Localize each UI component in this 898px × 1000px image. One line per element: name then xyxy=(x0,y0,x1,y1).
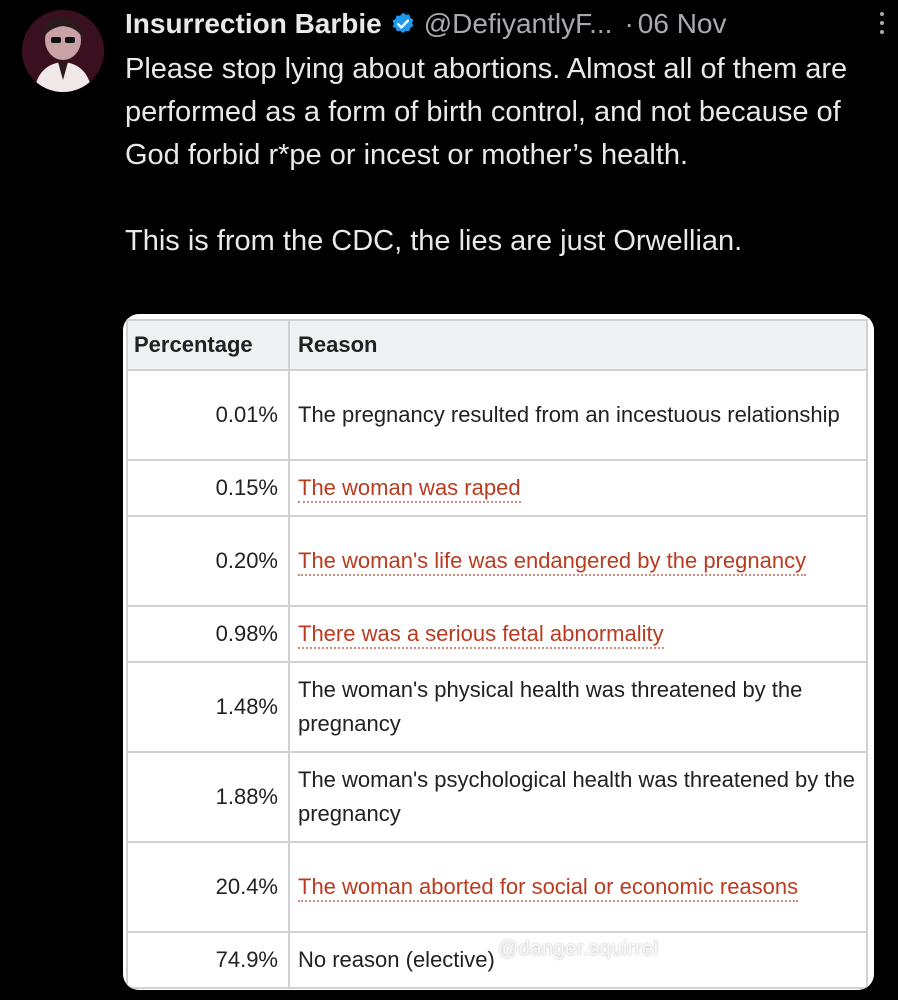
table-row xyxy=(127,460,867,516)
more-options-icon[interactable] xyxy=(872,8,892,38)
row-reason xyxy=(289,842,867,932)
row-percentage: 0.20% xyxy=(127,516,289,606)
header-separator: · xyxy=(624,8,634,39)
display-name[interactable]: Insurrection Barbie xyxy=(125,8,382,39)
row-percentage: 1.48% xyxy=(127,662,289,752)
user-handle[interactable]: @DefiyantlyF... xyxy=(423,8,613,39)
reason-link[interactable]: The woman was raped xyxy=(298,475,521,503)
row-reason xyxy=(289,606,867,662)
table-body xyxy=(127,370,867,988)
row-reason xyxy=(289,460,867,516)
table-row xyxy=(127,370,867,460)
row-percentage: 20.4% xyxy=(127,842,289,932)
reason-link[interactable]: The woman's life was endangered by the pregnancy xyxy=(298,548,806,576)
reason-text: The woman's physical health was threatened by the pregnancy xyxy=(298,677,803,736)
row-percentage: 0.01% xyxy=(127,370,289,460)
row-percentage: 0.15% xyxy=(127,460,289,516)
avatar[interactable] xyxy=(22,10,104,92)
row-reason xyxy=(289,370,867,460)
reason-link[interactable]: The woman aborted for social or economic reasons xyxy=(298,874,798,902)
watermark: @danger.squirrel xyxy=(498,938,659,960)
reason-link[interactable]: There was a serious fetal abnormality xyxy=(298,621,664,649)
avatar-image xyxy=(22,10,104,92)
table-row xyxy=(127,932,867,988)
table-row xyxy=(127,842,867,932)
reason-text: The woman's psychological health was threatened by the pregnancy xyxy=(298,767,855,826)
tweet-image[interactable] xyxy=(123,314,874,990)
table-row xyxy=(127,662,867,752)
table-row xyxy=(127,516,867,606)
verified-badge-icon xyxy=(390,11,416,37)
row-reason xyxy=(289,662,867,752)
reason-text: The pregnancy resulted from an incestuous relationship xyxy=(298,402,840,427)
reason-text: No reason (elective) xyxy=(298,947,495,972)
row-reason xyxy=(289,516,867,606)
table-row xyxy=(127,752,867,842)
tweet-paragraph-2: This is from the CDC, the lies are just Orwellian. xyxy=(125,225,743,257)
reasons-table xyxy=(126,319,868,989)
tweet-paragraph-1: Please stop lying about abortions. Almost all of them are performed as a form of birth control, and not because of God forbid r*pe or incest or mother’s health. xyxy=(125,53,848,171)
row-percentage: 1.88% xyxy=(127,752,289,842)
table-row xyxy=(127,606,867,662)
tweet-date[interactable]: 06 Nov xyxy=(637,8,727,39)
header-reason: Reason xyxy=(289,320,867,370)
tweet-text xyxy=(125,48,885,263)
row-reason xyxy=(289,752,867,842)
row-percentage: 0.98% xyxy=(127,606,289,662)
header-percentage: Percentage xyxy=(127,320,289,370)
row-percentage: 74.9% xyxy=(127,932,289,988)
tweet-header xyxy=(125,4,878,44)
